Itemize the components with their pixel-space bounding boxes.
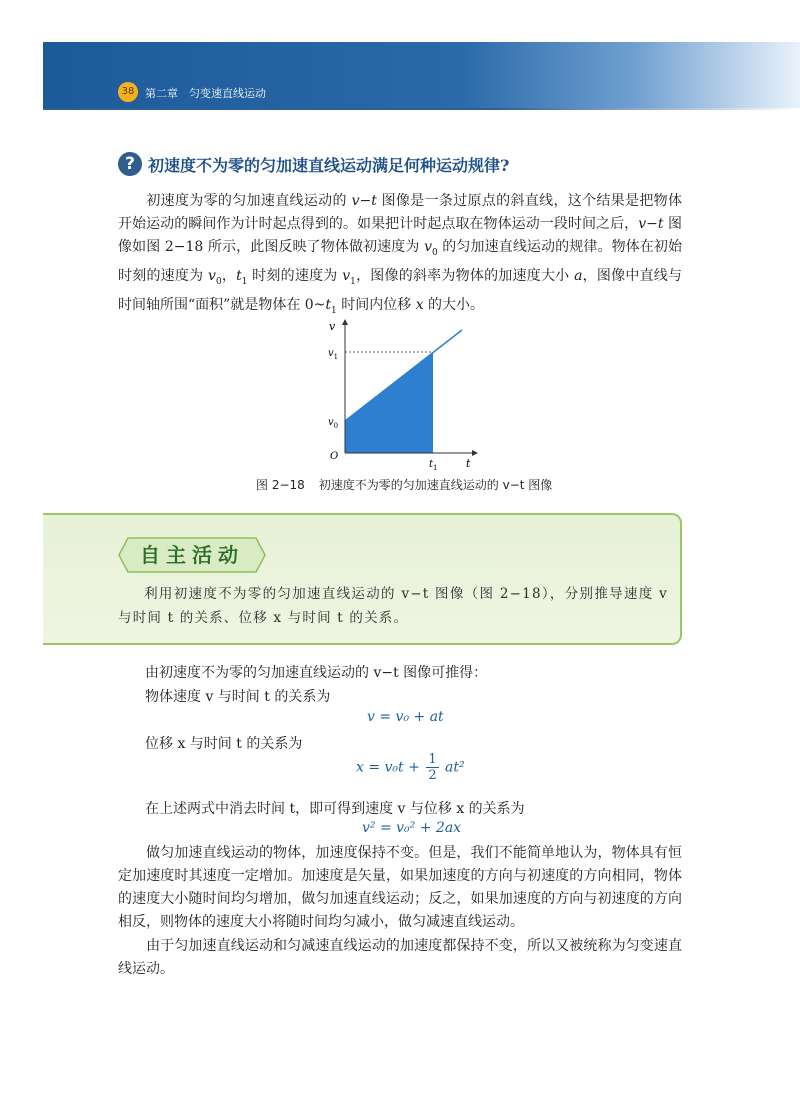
tick-label-v1: $v_1$: [328, 348, 339, 361]
question-icon: ?: [118, 152, 142, 176]
one-half-fraction: $\frac{1}{2}$: [428, 752, 437, 783]
velocity-relation-label: 物体速度 v 与时间 t 的关系为: [145, 689, 331, 705]
activity-text: 利用初速度不为零的匀加速直线运动的 v−t 图像（图 2−18），分别推导速度 v 与时间 t 的关系、位移 x 与时间 t 的关系。: [118, 586, 668, 626]
closing-paragraph-1: 做匀加速直线运动的物体，加速度保持不变。但是，我们不能简单地认为，物体具有恒定加速度时其速度一定增加。加速度是矢量，如果加速度的方向与初速度的方向相同，物体的速度大小随时间均匀增加，做匀加速直线运动；反之，如果加速度的方向与初速度的方向相反，则物体的速度大小将随时间均匀减小，做匀减速直线运动。: [118, 845, 682, 930]
displacement-relation-label: 位移 x 与时间 t 的关系为: [145, 736, 303, 752]
tick-label-t1: $t_1$: [429, 459, 438, 472]
velocity-displacement-formula: v² = v₀² + 2ax: [362, 820, 462, 836]
eliminate-time-label: 在上述两式中消去时间 t，即可得到速度 v 与位移 x 的关系为: [145, 801, 525, 817]
intro-paragraph: 初速度为零的匀加速直线运动的 v−t 图像是一条过原点的斜直线，这个结果是把物体开始运动的瞬间作为计时起点得到的。如果把计时起点取在物体运动一段时间之后，v−t 图像如图 2−18 所示，此图反映了物体做初速度为 $v_0$ 的匀加速直线运动的规律。物体在初始时刻的速度为 $v_0$，$t_1$ 时刻的速度为 $v_1$，图像的斜率为物体的加速度大小 a，图像中直线与时间轴所围“面积”就是物体在 $0\sim t_1$ 时间内位移 x 的大小。: [118, 193, 683, 316]
velocity-formula: v = v₀ + at: [367, 709, 444, 725]
displacement-formula: x = v₀t + $\frac{1}{2}$ at²: [356, 752, 465, 783]
activity-title-badge: [118, 537, 266, 573]
axis-label-v: v: [329, 320, 336, 333]
figure-caption: 图 2−18 初速度不为零的匀加速直线运动的 v−t 图像: [256, 478, 553, 492]
derivation-intro: 由初速度不为零的匀加速直线运动的 v−t 图像可推得：: [145, 665, 488, 681]
tick-label-v0: $v_0$: [328, 417, 339, 430]
chapter-title: 第二章 匀变速直线运动: [145, 87, 266, 100]
vt-graph-svg: [320, 318, 480, 478]
origin-label: O: [330, 451, 339, 462]
displacement-area: [345, 352, 433, 453]
activity-title: 自主活动: [140, 543, 244, 567]
section-heading: 初速度不为零的匀加速直线运动满足何种运动规律?: [148, 156, 510, 175]
page-number-badge: 38: [118, 82, 138, 102]
header-divider: [43, 108, 800, 110]
axis-label-t: t: [466, 457, 471, 470]
closing-paragraph-2: 由于匀加速直线运动和匀减速直线运动的加速度都保持不变，所以又被统称为匀变速直线运动。: [118, 938, 682, 977]
vt-graph: [320, 318, 480, 478]
